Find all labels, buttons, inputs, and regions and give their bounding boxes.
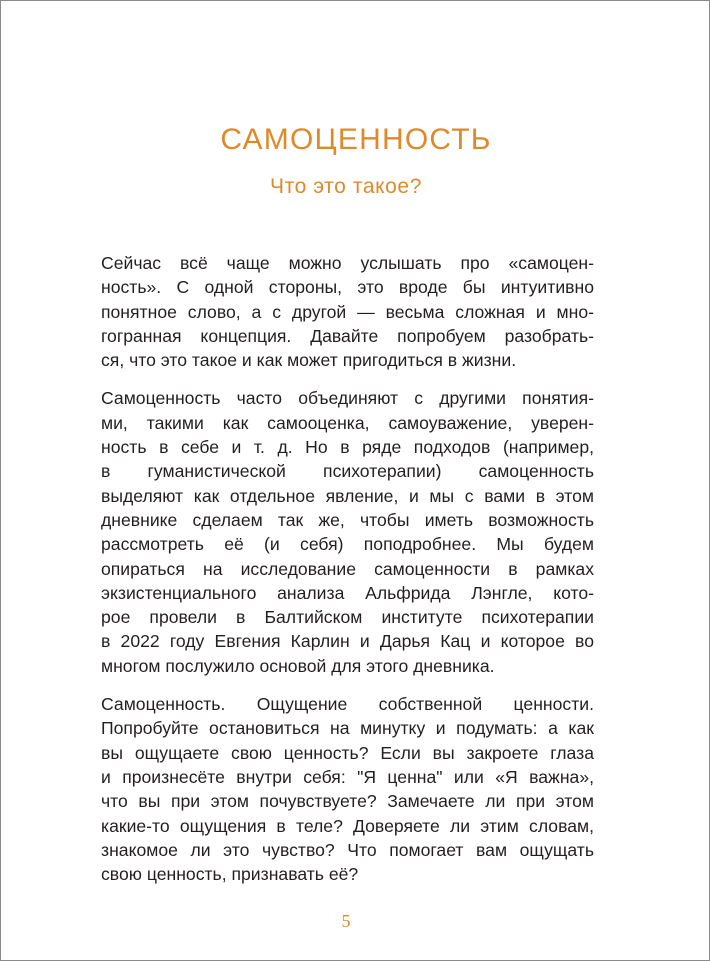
text-line: в 2022 году Евгения Карлин и Дарья Кац и которое во	[101, 631, 594, 652]
text-line: и произнесёте внутри себя: "Я ценна" или «Я важна»,	[101, 766, 594, 787]
text-line: рассмотреть её (и себя) поподробнее. Мы будем	[101, 534, 594, 555]
paragraph-1	[101, 251, 594, 372]
text-line: ми, такими как самооценка, самоуважение, уверен-	[101, 412, 594, 433]
body-text	[101, 251, 594, 900]
text-line: Сейчас всё чаще можно услышать про «самоцен-	[101, 253, 594, 273]
text-line: рое провели в Балтийском институте психотерапии	[101, 607, 594, 628]
text-line: вы ощущаете свою ценность? Если вы закроете глаза	[101, 742, 594, 763]
paragraph-2	[101, 386, 594, 678]
text-line: свою ценность, признавать её?	[101, 864, 359, 885]
text-line: выделяют как отдельное явление, и мы с вами в этом	[101, 485, 594, 506]
page-subtitle: Что это такое?	[270, 175, 422, 198]
text-line: Самоценность часто объединяют с другими понятия-	[101, 388, 594, 409]
text-line: ся, что это такое и как может пригодиться в жизни.	[101, 350, 517, 371]
text-line: понятное слово, а с другой — весьма сложная и мно-	[101, 301, 594, 322]
text-line: какие-то ощущения в теле? Доверяете ли этим словам,	[101, 815, 594, 836]
text-line: дневнике сделаем так же, чтобы иметь возможность	[101, 509, 594, 530]
page-number: 5	[341, 911, 351, 931]
text-line: что вы при этом почувствуете? Замечаете ли при этом	[101, 791, 594, 812]
paragraph-3	[101, 692, 594, 886]
text-line: ность». С одной стороны, это вроде бы интуитивно	[101, 277, 594, 298]
text-line: Попробуйте остановиться на минутку и подумать: а как	[101, 718, 594, 739]
text-line: гогранная концепция. Давайте попробуем разобрать-	[101, 325, 594, 346]
text-line: ность в себе и т. д. Но в ряде подходов (например,	[101, 437, 594, 458]
page-title: САМОЦЕННОСТЬ	[220, 123, 492, 156]
text-line: Самоценность. Ощущение собственной ценности.	[101, 694, 594, 715]
text-line: опираться на исследование самоценности в рамках	[101, 558, 594, 579]
text-line: многом послужило основой для этого дневника.	[101, 655, 495, 676]
text-line: знакомое ли это чувство? Что помогает вам ощущать	[101, 839, 594, 860]
text-line: в гуманистической психотерапии) самоценность	[101, 461, 594, 482]
text-line: экзистенциального анализа Альфрида Лэнгле, кото-	[101, 582, 594, 603]
